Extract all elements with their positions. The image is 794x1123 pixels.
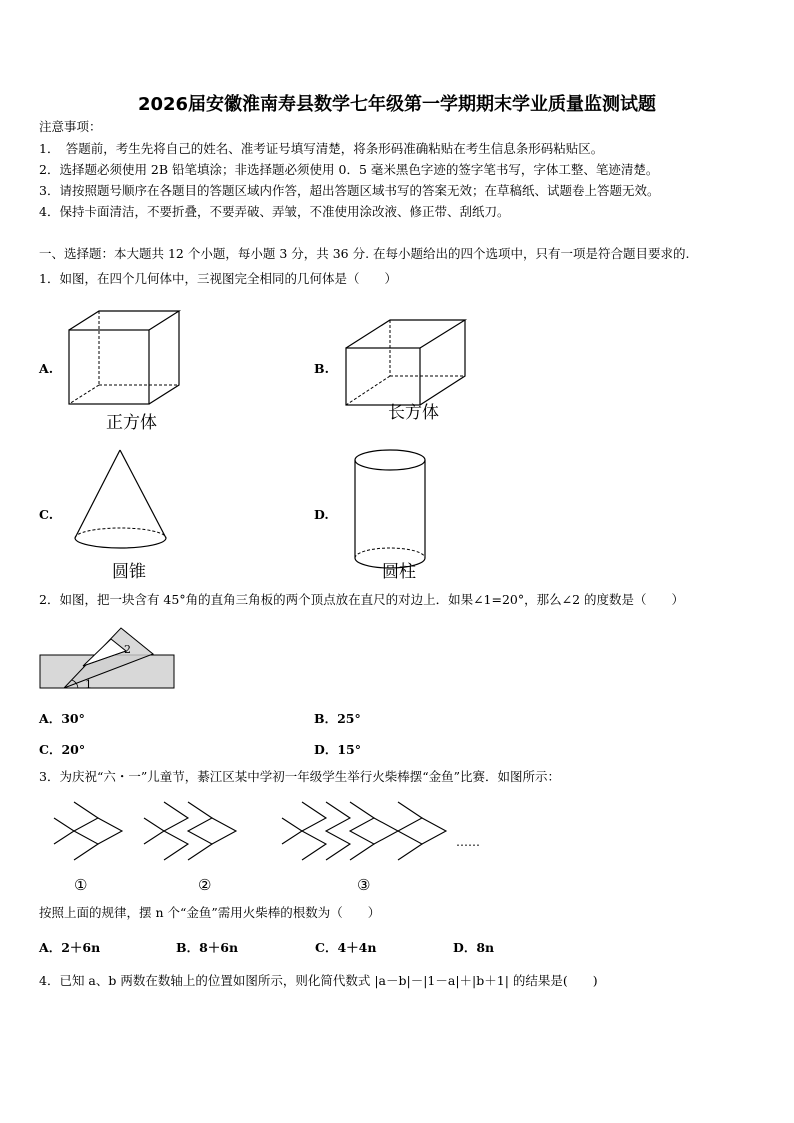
cone-figure [72, 448, 182, 558]
q2-option-b: B．25° [314, 711, 361, 726]
q2-option-d: D．15° [314, 742, 361, 757]
question-3-stem: 3．为庆祝“六・一”儿童节，綦江区某中学初一年级学生举行火柴棒摆“金鱼”比赛．如图所示： [39, 769, 561, 784]
question-4-stem: 4．已知 a、b 两数在数轴上的位置如图所示，则化简代数式 |a－b|－|1－a|＋|b＋1| 的结果是( ) [39, 973, 598, 988]
figure-label-2: ② [198, 876, 212, 894]
cuboid-caption: 长方体 [388, 403, 439, 423]
option-a-letter: A. [39, 361, 54, 376]
figure-label-3: ③ [357, 876, 371, 894]
option-d-letter: D. [314, 507, 329, 522]
q3-option-d: D．8n [453, 940, 495, 955]
matchstick-fish-figure [52, 800, 482, 866]
q2-option-c: C．20° [39, 742, 86, 757]
notice-heading: 注意事项： [39, 119, 102, 134]
angle-1-label: 1 [85, 678, 92, 691]
notice-item: 2．选择题必须使用 2B 铅笔填涂；非选择题必须使用 0．5 毫米黑色字迹的签字笔书写，字体工整、笔迹清楚。 [39, 162, 659, 177]
notice-item: 1． 答题前，考生先将自己的姓名、准考证号填写清楚，将条形码准确粘贴在考生信息条形码粘贴区。 [39, 141, 604, 156]
cylinder-figure [352, 448, 442, 568]
cube-figure [66, 308, 186, 408]
notice-item: 4．保持卡面清洁，不要折叠，不要弄破、弄皱，不准使用涂改液、修正带、刮纸刀。 [39, 204, 510, 219]
q3-option-a: A．2＋6n [39, 940, 101, 955]
section-heading: 一、选择题：本大题共 12 个小题，每小题 3 分，共 36 分. 在每小题给出的四个选项中，只有一项是符合题目要求的. [39, 246, 690, 261]
ruler-triangle-figure [38, 625, 178, 695]
page-title: 2026届安徽淮南寿县数学七年级第一学期期末学业质量监测试题 [137, 94, 657, 115]
angle-2-label: 2 [124, 643, 131, 656]
option-b-letter: B. [314, 361, 329, 376]
question-1-stem: 1．如图，在四个几何体中，三视图完全相同的几何体是（ ） [39, 271, 397, 286]
question-2-stem: 2．如图，把一块含有 45°角的直角三角板的两个顶点放在直尺的对边上．如果∠1=20°，那么∠2 的度数是（ ） [39, 592, 685, 607]
cylinder-caption: 圆柱 [382, 562, 416, 582]
question-3-question: 按照上面的规律，摆 n 个“金鱼”需用火柴棒的根数为（ ） [39, 905, 381, 920]
figure-label-1: ① [74, 876, 88, 894]
q3-option-c: C．4＋4n [315, 940, 377, 955]
cone-caption: 圆锥 [112, 562, 146, 582]
q3-option-b: B．8＋6n [176, 940, 239, 955]
cube-caption: 正方体 [106, 413, 157, 433]
option-c-letter: C. [39, 507, 54, 522]
notice-item: 3．请按照题号顺序在各题目的答题区域内作答，超出答题区域书写的答案无效；在草稿纸、试题卷上答题无效。 [39, 183, 660, 198]
q2-option-a: A．30° [39, 711, 85, 726]
cuboid-figure [343, 318, 473, 388]
pattern-ellipsis: …… [456, 835, 480, 849]
